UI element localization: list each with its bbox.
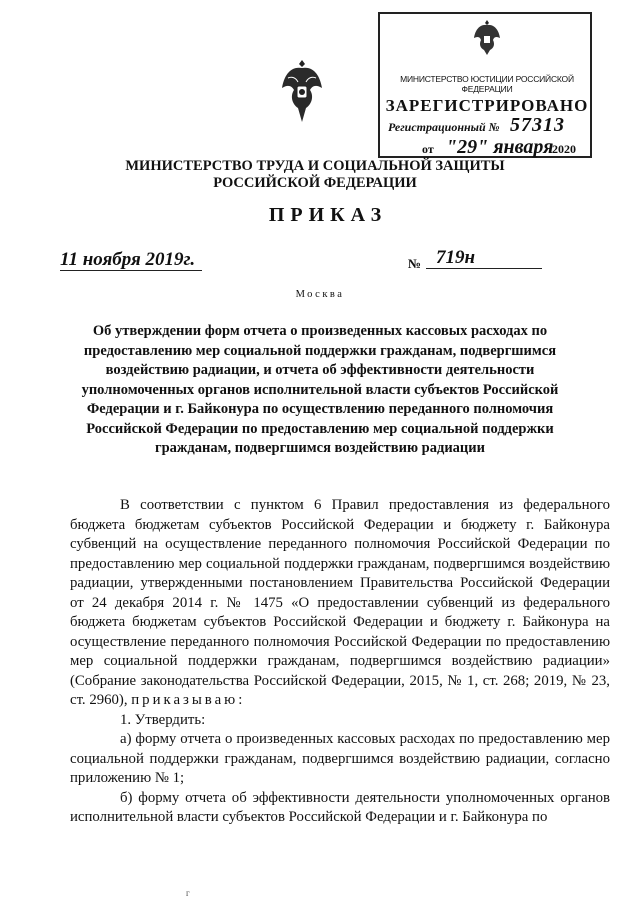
scan-edge-mark: г (186, 888, 190, 898)
stamp-registration-number: 57313 (510, 114, 565, 136)
stamp-status: ЗАРЕГИСТРИРОВАНО (385, 96, 589, 115)
order-number: 719н (426, 248, 542, 269)
paragraph-approve: 1. Утвердить: (120, 711, 206, 728)
ministry-name (90, 158, 540, 192)
order-number-sign: № (408, 256, 422, 271)
order-date: 11 ноября 2019г. (60, 250, 202, 271)
stamp-emblem-icon (472, 18, 502, 56)
paragraph-item-b: б) форму отчета об эффективности деятельности уполномоченных органов исполнительной власти субъектов Российской Федерации и г. Байконура по (70, 789, 610, 825)
ministry-line-2: РОССИЙСКОЙ ФЕДЕРАЦИИ (213, 175, 417, 191)
registration-stamp (378, 12, 592, 158)
preamble-text: В соответствии с пунктом 6 Правил предоставления из федерального бюджета бюджетам субъектов Российской Федерации и бюджету г. Байконура субвенций на осуществление переданного полномочия Российской Федерации по предоставлению мер социальной поддержки гражданам, подвергшимся воздействию радиации, утвержденными постановлением Правительства Российской Федерации от 24 декабря 2014 г. № 1475 «О предоставлении субвенций из федерального бюджета бюджетам субъектов Российской Федерации и бюджету г. Байконура на осуществление переданного полномочия Российской Федерации по предоставлению мер социальной поддержки гражданам, подвергшимся воздействию радиации» (Собрание законодательства Российской Федерации, 2015, № 1, ст. 268; 2019, № 23, ст. 2960), (70, 497, 610, 708)
coat-of-arms-icon (280, 56, 324, 126)
document-type: ПРИКАЗ (268, 204, 388, 226)
document-body (70, 496, 610, 828)
stamp-organization: МИНИСТЕРСТВО ЮСТИЦИИ РОССИЙСКОЙ ФЕДЕРАЦИИ (400, 74, 574, 94)
stamp-registration-label: Регистрационный № (388, 120, 500, 134)
stamp-date-prefix: от (422, 142, 434, 156)
document-title: Об утверждении форм отчета о произведенных кассовых расходах по предоставлению мер социальной поддержки гражданам, подвергшимся воздействию радиации, и отчета об эффективности деятельности уполномоченных органов исполнительной власти субъектов Российской Федерации и г. Байконура по осуществлению переданного полномочия Российской Федерации по предоставлению мер социальной поддержки гражданам, подвергшимся воздействию радиации (81, 323, 559, 456)
paragraph-preamble (70, 496, 610, 711)
decree-word: приказываю: (131, 692, 246, 708)
ministry-line-1: МИНИСТЕРСТВО ТРУДА И СОЦИАЛЬНОЙ ЗАЩИТЫ (125, 158, 505, 174)
stamp-year: 2020 (552, 142, 576, 156)
city: Москва (295, 289, 345, 300)
stamp-date: "29" января (446, 136, 554, 158)
paragraph-item-a: а) форму отчета о произведенных кассовых расходах по предоставлению мер социальной поддержки гражданам, подвергшимся воздействию радиации, согласно приложению № 1; (70, 731, 610, 786)
